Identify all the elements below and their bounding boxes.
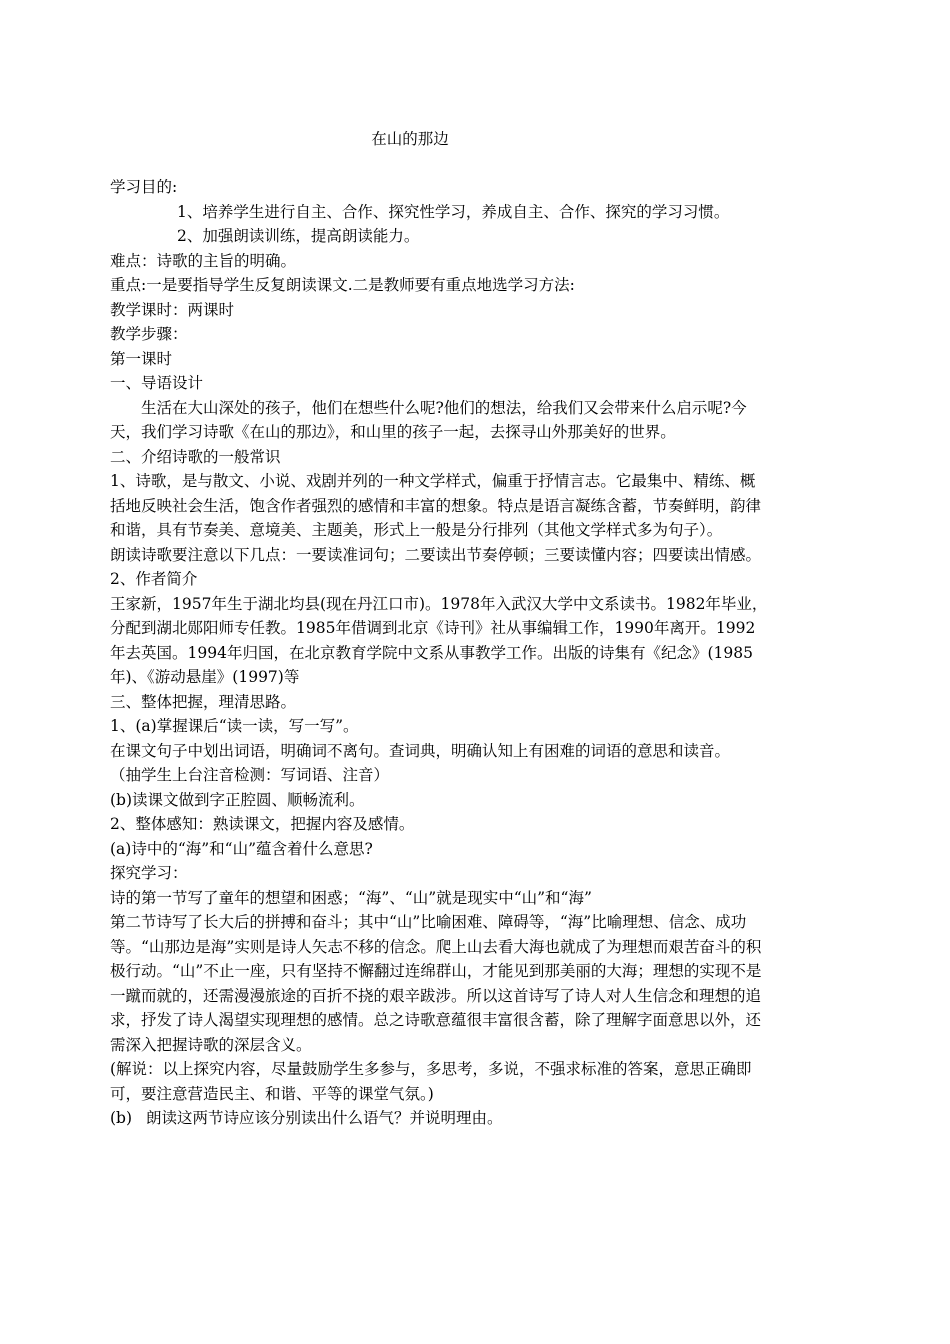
goals-heading: 学习目的: [110, 178, 178, 196]
teaching-periods: 教学课时：两课时 [110, 300, 235, 319]
key-point-line: 重点:一是要指导学生反复朗读课文.二是教师要有重点地选学习方法: [110, 276, 575, 294]
teaching-steps: 教学步骤： [110, 325, 188, 343]
section-3-item-1: 1、(a)掌握课后“读一读，写一写”。 [110, 717, 359, 735]
author-bio: 王家新，1957年生于湖北均县(现在丹江口市)。1978年入武汉大学中文系读书。1982年毕业，分配到湖北郧阳师专任教。1985年借调到北京《诗刊》社从事编辑工作，1990年离开。1992年去英国。1994年归国，在北京教育学院中文系从事教学工作。出版的诗集有《纪念》(1985年)、《游动悬崖》(1997)等 [110, 594, 768, 686]
goal-item-1: 1、培养学生进行自主、合作、探究性学习，养成自主、合作、探究的学习习惯。 [177, 202, 730, 221]
section-3-item-1-text: 在课文句子中划出词语，明确词不离句。查词典，明确认知上有困难的词语的意思和读音。 [110, 741, 731, 760]
section-2-reading-tips: 朗读诗歌要注意以下几点：一要读准词句；二要读出节奏停顿；三要读懂内容；四要读出情感。 [110, 545, 762, 564]
section-2-item-1: 1、诗歌，是与散文、小说、戏剧并列的一种文学样式，偏重于抒情言志。它最集中、精练、概括地反映社会生活，饱含作者强烈的感情和丰富的想象。特点是语言凝练含蓄，节奏鲜明，韵律和谐，具有节奏美、意境美、主题美，形式上一般是分行排列（其他文学样式多为句子）。 [110, 472, 762, 539]
last-question-text: 朗读这两节诗应该分别读出什么语气？并说明理由。 [146, 1109, 503, 1127]
explore-paragraph-1: 诗的第一节写了童年的想望和困惑；“海”、“山”就是现实中“山”和“海” [110, 888, 592, 907]
last-question-label: (b) [110, 1109, 133, 1127]
lesson-one-heading: 第一课时 [110, 349, 173, 368]
explanation-note: (解说：以上探究内容，尽量鼓励学生多参与，多思考，多说，不强求标准的答案，意思正确即可，要注意营造民主、和谐、平等的课堂气氛。) [110, 1060, 752, 1103]
last-question [110, 1106, 770, 1131]
difficulty-line: 难点：诗歌的主旨的明确。 [110, 251, 297, 270]
section-2-heading: 二、介绍诗歌的一般常识 [110, 447, 281, 466]
section-3-item-1-note: （抽学生上台注音检测：写词语、注音） [110, 766, 390, 784]
section-3-item-2-a: (a)诗中的“海”和“山”蕴含着什么意思? [110, 839, 373, 858]
page-title: 在山的那边 [371, 130, 449, 148]
explore-paragraph-2: 第二节诗写了长大后的拼搏和奋斗；其中“山”比喻困难、障碍等，“海”比喻理想、信念、成功等。“山那边是海”实则是诗人矢志不移的信念。爬上山去看大海也就成了为理想而艰苦奋斗的积极行动。“山”不止一座，只有坚持不懈翻过连绵群山，才能见到那美丽的大海；理想的实现不是一蹴而就的，还需漫漫旅途的百折不挠的艰辛跋涉。所以这首诗写了诗人对人生信念和理想的追求，抒发了诗人渴望实现理想的感情。总之诗歌意蕴很丰富很含蓄，除了理解字面意思以外，还需深入把握诗歌的深层含义。 [110, 913, 762, 1054]
goal-item-2: 2、加强朗读训练，提高朗读能力。 [177, 227, 420, 245]
document-body [110, 175, 770, 1131]
section-1-heading: 一、导语设计 [110, 374, 204, 392]
section-3-item-2: 2、整体感知：熟读课文，把握内容及感情。 [110, 815, 415, 833]
section-1-paragraph: 生活在大山深处的孩子，他们在想些什么呢?他们的想法，给我们又会带来什么启示呢?今天，我们学习诗歌《在山的那边》，和山里的孩子一起，去探寻山外那美好的世界。 [110, 398, 747, 441]
section-3-heading: 三、整体把握，理清思路。 [110, 692, 297, 711]
explore-heading: 探究学习： [110, 864, 188, 882]
section-3-item-1-b: (b)读课文做到字正腔圆、顺畅流利。 [110, 790, 365, 809]
section-2-item-2-heading: 2、作者简介 [110, 570, 198, 588]
